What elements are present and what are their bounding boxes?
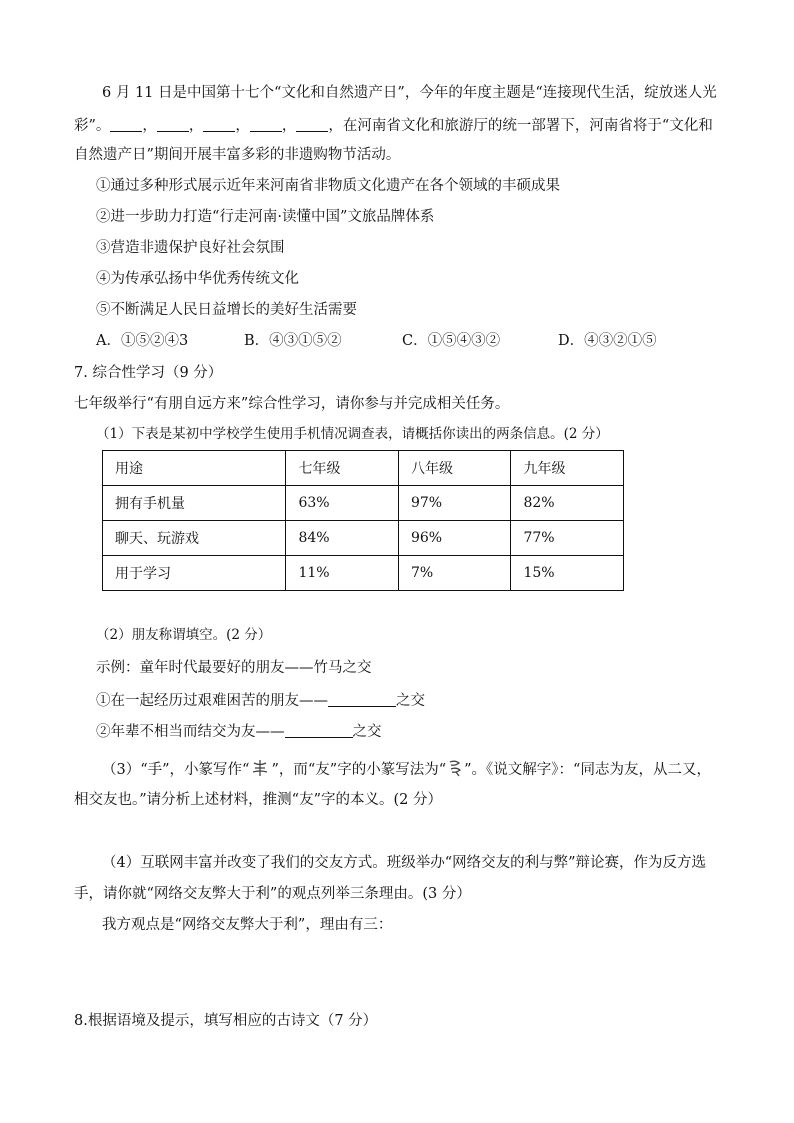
table-cell: 聊天、玩游戏 <box>103 521 286 556</box>
table-header-cell: 用途 <box>103 451 286 486</box>
table-header-cell: 七年级 <box>286 451 399 486</box>
seal-script-shou-icon <box>250 759 270 781</box>
q6-sep: ， <box>188 118 204 134</box>
q7-part4-line1: （4）互联网丰富并改变了我们的交友方式。班级举办“网络交友的利与弊”辩论赛，作为反方选 <box>102 855 707 871</box>
q6-blank-3[interactable] <box>203 117 235 132</box>
table-row <box>103 556 624 591</box>
q6-blank-1[interactable] <box>110 117 142 132</box>
q8-title: 8.根据语境及提示，填写相应的古诗文（7 分） <box>74 1013 378 1029</box>
q6-intro-line2-pre: 彩”。 <box>74 118 111 134</box>
q7-fill-2-blank[interactable] <box>285 723 353 738</box>
table-cell: 96% <box>398 521 511 556</box>
table-header-cell: 八年级 <box>398 451 511 486</box>
q6-intro-line3: 自然遗产日”期间开展丰富多彩的非遗购物节活动。 <box>74 147 401 163</box>
q7-fill-2-suffix: 之交 <box>352 724 382 740</box>
table-cell: 63% <box>286 486 399 521</box>
q7-intro: 七年级举行“有朋自远方来”综合性学习，请你参与并完成相关任务。 <box>74 396 510 412</box>
q6-option-b[interactable]: B．④③①⑤② <box>244 333 342 349</box>
table-cell: 84% <box>286 521 399 556</box>
q6-item-2: ②进一步助力打造“行走河南·读懂中国”文旅品牌体系 <box>96 209 435 225</box>
q7-fill-1-prompt: ①在一起经历过艰难困苦的朋友—— <box>96 693 328 709</box>
table-cell: 拥有手机量 <box>103 486 286 521</box>
table-cell: 7% <box>398 556 511 591</box>
q6-item-1: ①通过多种形式展示近年来河南省非物质文化遗产在各个领域的丰硕成果 <box>96 178 560 194</box>
q7-fill-1-suffix: 之交 <box>396 693 425 709</box>
q7-example: 示例：童年时代最要好的朋友——竹马之交 <box>96 660 372 676</box>
table-cell: 82% <box>511 486 624 521</box>
q6-intro-line2-post: ，在河南省文化和旅游厅的统一部署下，河南省将于“文化和 <box>328 118 713 134</box>
q6-sep: ， <box>281 118 297 134</box>
q7-part2: （2）朋友称谓填空。(2 分） <box>96 627 272 643</box>
table-header-row <box>103 451 624 486</box>
q7-part3-line1 <box>102 759 711 781</box>
table-cell: 15% <box>511 556 624 591</box>
q6-option-d[interactable]: D．④③②①⑤ <box>558 333 657 349</box>
q7-fill-2 <box>96 723 382 740</box>
q6-sep: ， <box>142 118 157 134</box>
q7-part3-text-a: （3）“手”，小篆写作“ <box>102 762 250 778</box>
q7-part1: （1）下表是某初中学校学生使用手机情况调查表，请概括你读出的两条信息。(2 分） <box>96 426 609 442</box>
q7-fill-1 <box>96 692 425 709</box>
q6-blank-2[interactable] <box>157 117 189 132</box>
seal-script-you-icon <box>447 759 463 781</box>
table-row <box>103 521 624 556</box>
table-cell: 用于学习 <box>103 556 286 591</box>
q7-fill-2-prompt: ②年辈不相当而结交为友—— <box>96 724 285 740</box>
q6-option-a[interactable]: A．①⑤②④3 <box>96 333 189 349</box>
q6-item-5: ⑤不断满足人民日益增长的美好生活需要 <box>96 302 357 318</box>
q7-part4-line2: 手，请你就“网络交友弊大于利”的观点列举三条理由。(3 分） <box>74 886 471 902</box>
table-cell: 11% <box>286 556 399 591</box>
q6-option-c[interactable]: C．①⑤④③② <box>402 333 501 349</box>
q6-intro-line1: 6 月 11 日是中国第十七个“文化和自然遗产日”，今年的年度主题是“连接现代生活，绽放迷人光 <box>102 85 717 101</box>
table-cell: 97% <box>398 486 511 521</box>
q6-sep: ， <box>235 118 250 134</box>
table-row <box>103 486 624 521</box>
table-cell: 77% <box>511 521 624 556</box>
q7-part3-text-b: ”，而“友”字的小篆写法为“ <box>271 762 447 778</box>
q7-title: 7. 综合性学习（9 分） <box>74 365 223 381</box>
survey-table <box>102 450 624 591</box>
q6-blank-5[interactable] <box>296 117 328 132</box>
q7-part3-text-c: ”。《说文解字》：“同志为友，从二又， <box>464 762 711 778</box>
q6-item-4: ④为传承弘扬中华优秀传统文化 <box>96 271 299 287</box>
q7-part3-line2: 相交友也。”请分析上述材料，推测“友”字的本义。(2 分） <box>74 792 442 808</box>
q6-intro-line2 <box>74 117 713 134</box>
q7-part4-line3: 我方观点是“网络交友弊大于利”，理由有三： <box>102 917 393 933</box>
q6-item-3: ③营造非遗保护良好社会氛围 <box>96 240 285 256</box>
table-header-cell: 九年级 <box>511 451 624 486</box>
q7-fill-1-blank[interactable] <box>328 692 396 707</box>
q6-blank-4[interactable] <box>250 117 282 132</box>
